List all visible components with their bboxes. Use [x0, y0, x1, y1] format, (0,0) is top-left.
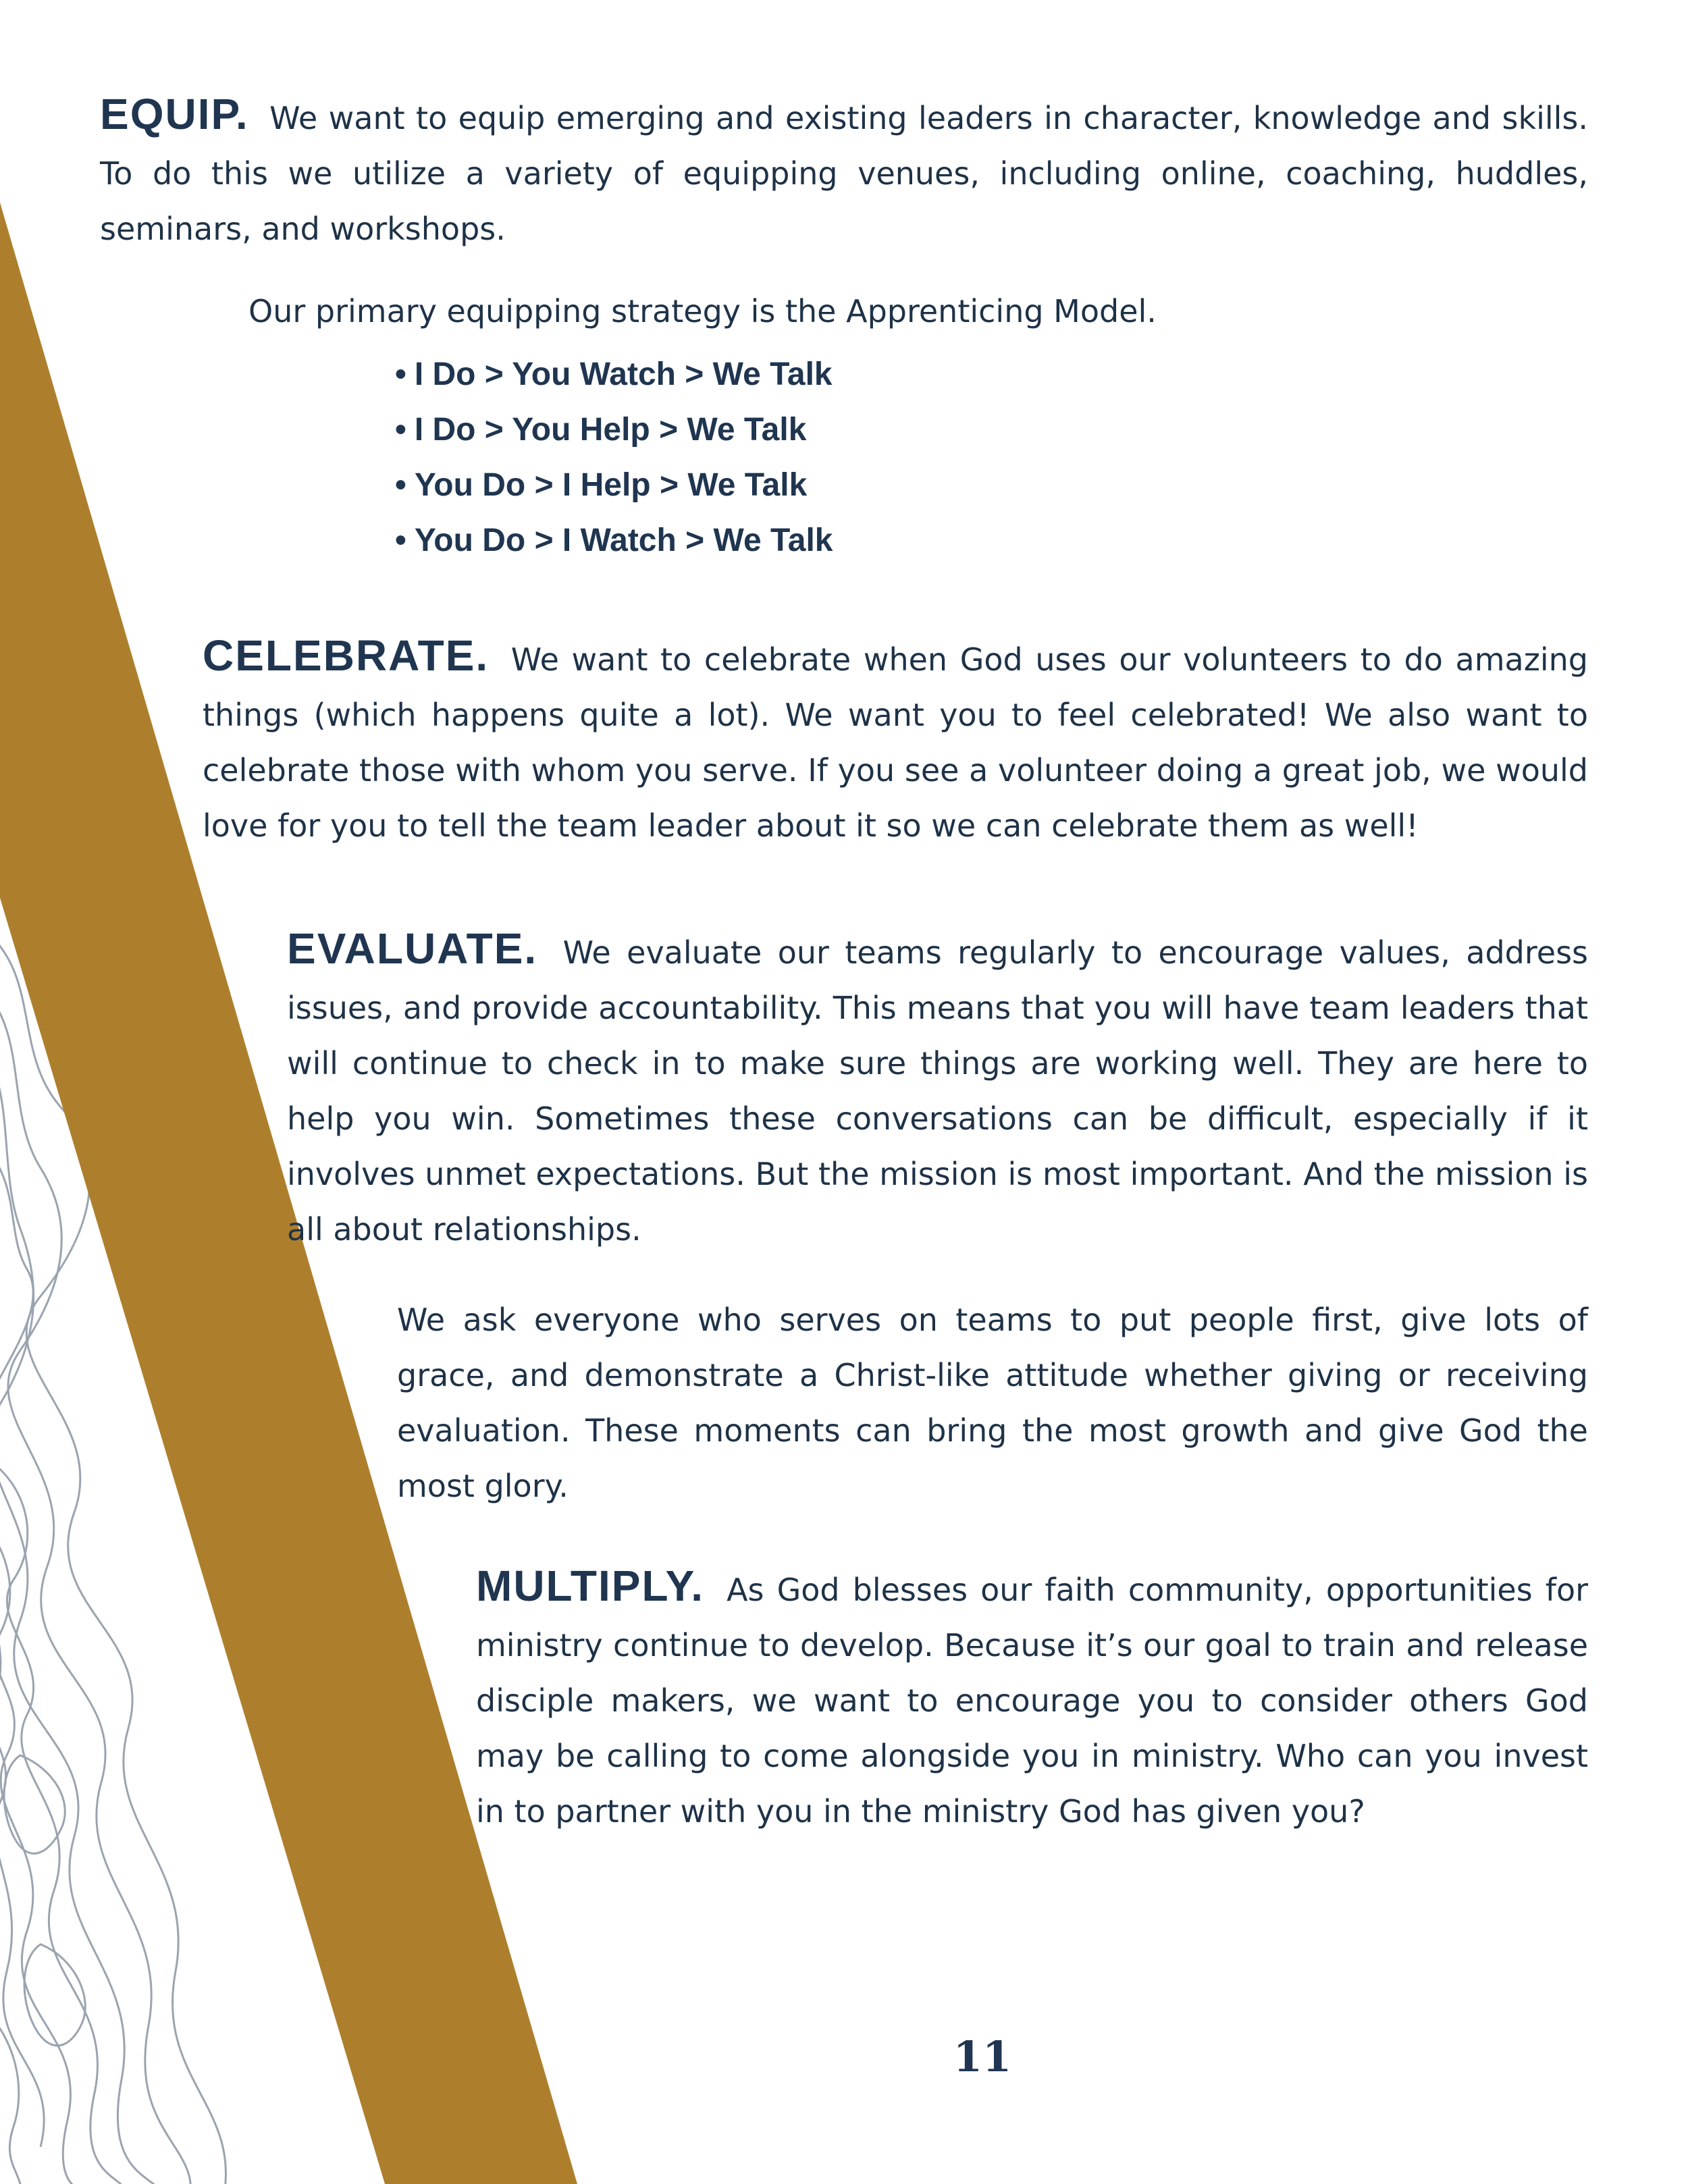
apprenticing-model-list: [395, 347, 833, 568]
equip-text: We want to equip emerging and existing leaders in character, knowledge and skills. To do this we utilize a variety of equipping venues, including online, coaching, huddles, seminars, and workshops.: [100, 100, 1589, 247]
evaluate-heading: EVALUATE.: [287, 924, 538, 973]
celebrate-section: [203, 628, 1588, 853]
evaluate-text: We evaluate our teams regularly to encourage values, address issues, and provide accountability. This means that you will have team leaders that will continue to check in to make sure things are working well. They are here to help you win. Sometimes these conversations can be difficult, especially if it involves unmet expectations. But the mission is most important. And the mission is all about relationships.: [287, 934, 1589, 1248]
multiply-heading: MULTIPLY.: [476, 1562, 705, 1610]
list-item: • I Do > You Watch > We Talk: [395, 356, 833, 392]
evaluate-section: [287, 921, 1588, 1257]
list-item: • You Do > I Watch > We Talk: [395, 523, 833, 558]
equip-strategy-text: Our primary equipping strategy is the Apprenticing Model.: [248, 293, 1157, 329]
list-item: • You Do > I Help > We Talk: [395, 467, 808, 503]
multiply-text: As God blesses our faith community, opportunities for ministry continue to develop. Because it’s our goal to train and release disciple makers, we want to encourage you to consider others God may be calling to come alongside you in ministry. Who can you invest in to partner with you in the ministry God has given you?: [476, 1572, 1588, 1830]
page-number: 11: [953, 2032, 1012, 2081]
celebrate-text: We want to celebrate when God uses our volunteers to do amazing things (which happens quite a lot). We want you to feel celebrated! We also want to celebrate those with whom you serve. If you see a volunteer doing a great job, we would love for you to tell the team leader about it so we can celebrate them as well!: [203, 641, 1588, 844]
bullet-icon: •: [395, 523, 406, 558]
bullet-icon: •: [395, 412, 406, 448]
equip-section: [100, 86, 1588, 257]
bullet-icon: •: [395, 356, 406, 392]
equip-heading: EQUIP.: [100, 90, 249, 138]
bullet-icon: •: [395, 467, 406, 503]
multiply-section: [476, 1558, 1588, 1839]
celebrate-heading: CELEBRATE.: [203, 631, 490, 680]
evaluate-followup: We ask everyone who serves on teams to put people first, give lots of grace, and demonstrate a Christ-like attitude whether giving or receiving evaluation. These moments can bring the most growth and give God the most glory.: [397, 1302, 1588, 1504]
list-item: • I Do > You Help > We Talk: [395, 412, 807, 448]
